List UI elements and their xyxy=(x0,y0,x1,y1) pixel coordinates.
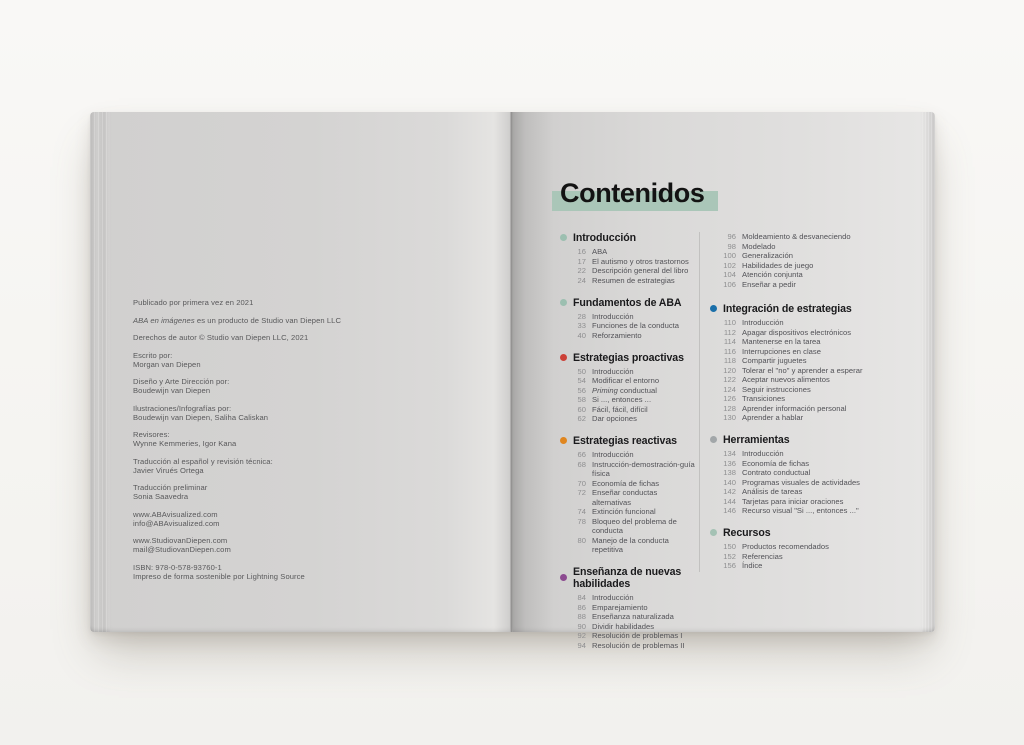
toc-entry-page-number: 84 xyxy=(577,593,586,602)
toc-entry xyxy=(710,318,918,328)
toc-entry xyxy=(710,506,918,516)
toc-section-header xyxy=(710,527,918,539)
toc-entry xyxy=(710,468,918,478)
toc-entry-title: Tarjetas para iniciar oraciones xyxy=(742,496,844,506)
toc-entry xyxy=(560,367,696,377)
toc-entry-page-number: 122 xyxy=(723,375,736,384)
credit-group xyxy=(133,510,463,528)
toc-entry xyxy=(710,280,918,290)
toc-entry-title: Dividir habilidades xyxy=(592,621,655,631)
credit-line xyxy=(133,386,463,395)
open-book xyxy=(90,112,935,650)
toc-entry-page-number: 156 xyxy=(723,561,736,570)
credit-line-text: Ilustraciones/Infografías por: xyxy=(133,403,232,413)
toc-entry-page-number: 17 xyxy=(577,256,586,266)
section-bullet-icon xyxy=(560,299,567,306)
credit-group xyxy=(133,563,463,581)
toc-section-header xyxy=(560,566,696,590)
credit-line xyxy=(133,510,463,519)
toc-section-title: Estrategias reactivas xyxy=(573,435,677,447)
toc-entry xyxy=(710,232,918,242)
toc-entry xyxy=(560,247,696,257)
credit-line-text: Sonia Saavedra xyxy=(133,492,189,501)
toc-entry-page-number: 74 xyxy=(577,507,586,516)
toc-entry xyxy=(560,331,696,341)
toc-entry-page-number: 50 xyxy=(577,366,586,376)
toc-entry-page-number: 40 xyxy=(577,330,586,340)
toc-entry xyxy=(710,385,918,395)
right-page-stack-edge xyxy=(922,112,935,632)
credit-line xyxy=(133,413,463,422)
toc-section-title: Fundamentos de ABA xyxy=(573,296,682,309)
toc-entry-title: Manejo de la conducta repetitiva xyxy=(592,535,669,554)
toc-entry xyxy=(710,337,918,347)
toc-entry-title: Bloqueo del problema de conducta xyxy=(592,516,677,535)
credit-group xyxy=(133,536,463,554)
credit-line xyxy=(133,457,463,466)
toc-entry-title: El autismo y otros trastornos xyxy=(592,256,689,266)
toc-entry-title: Dar opciones xyxy=(592,414,637,423)
credit-group xyxy=(133,316,463,325)
credit-line-text: Escrito por: xyxy=(133,350,173,360)
toc-entry xyxy=(710,497,918,507)
toc-section xyxy=(560,232,696,285)
toc-entry xyxy=(560,479,696,489)
toc-entry-title: Introducción xyxy=(592,450,634,459)
toc-entry xyxy=(710,561,918,571)
toc-entry xyxy=(710,328,918,338)
credit-line-text: Revisores: xyxy=(133,430,170,439)
toc-entry-page-number: 80 xyxy=(577,535,586,545)
toc-entry-page-number: 110 xyxy=(723,318,736,327)
toc-entry-page-number: 136 xyxy=(723,458,736,468)
toc-entry-title: Seguir instrucciones xyxy=(742,384,811,394)
toc-entry xyxy=(710,366,918,376)
toc-entry-title: Generalización xyxy=(742,251,793,260)
toc-section-header xyxy=(560,435,696,447)
toc-entry xyxy=(560,612,696,622)
toc-entry-page-number: 118 xyxy=(723,356,736,365)
toc-section-header xyxy=(560,232,696,244)
toc-section xyxy=(710,232,918,289)
toc-entry-title: Programas visuales de actividades xyxy=(742,477,860,487)
toc-entry-page-number: 102 xyxy=(723,260,736,270)
toc-entry-title: Aceptar nuevos alimentos xyxy=(742,375,830,384)
toc-entry-page-number: 150 xyxy=(723,542,736,551)
credit-line-text: Boudewijn van Diepen xyxy=(133,386,211,395)
credit-line xyxy=(133,316,463,325)
right-page xyxy=(513,112,922,650)
left-page-stack-edge xyxy=(90,112,110,632)
toc-entry xyxy=(710,478,918,488)
toc-entry-title: Introducción xyxy=(742,449,784,458)
toc-entry-title: Análisis de tareas xyxy=(742,487,803,496)
toc-title-wrap xyxy=(560,178,705,208)
credit-line xyxy=(133,536,463,545)
toc-entry-title: Modificar el entorno xyxy=(592,376,660,385)
toc-section-title: Introducción xyxy=(573,232,636,244)
left-page xyxy=(110,112,510,632)
toc-entry-page-number: 96 xyxy=(727,232,736,241)
toc-entry-title: Recurso visual "Si ..., entonces ..." xyxy=(742,506,859,515)
toc-entry-page-number: 78 xyxy=(577,516,586,526)
toc-entry xyxy=(560,257,696,267)
section-bullet-icon xyxy=(710,436,717,443)
toc-entry-page-number: 58 xyxy=(577,395,586,404)
toc-entry xyxy=(710,542,918,552)
toc-entry xyxy=(710,375,918,385)
toc-entry xyxy=(710,270,918,280)
section-bullet-icon xyxy=(710,529,717,536)
toc-entry-page-number: 146 xyxy=(723,506,736,515)
toc-entry-title: Índice xyxy=(742,561,763,570)
toc-entry xyxy=(560,641,696,651)
credit-line-text: Traducción al español y revisión técnica: xyxy=(133,456,273,466)
toc-entry xyxy=(710,552,918,562)
credit-line-text: Publicado por primera vez en 2021 xyxy=(133,298,254,307)
toc-entry-page-number: 116 xyxy=(723,346,736,356)
toc-entry-title: Emparejamiento xyxy=(592,602,648,612)
toc-entry-page-number: 88 xyxy=(577,612,586,621)
toc-entry-page-number: 130 xyxy=(723,413,736,422)
credits-block xyxy=(133,298,463,589)
credit-line xyxy=(133,572,463,581)
toc-entry-title: Economía de fichas xyxy=(592,478,660,488)
toc-entry xyxy=(710,449,918,459)
toc-section xyxy=(560,352,696,424)
credit-line-text: Javier Virués Ortega xyxy=(133,465,204,475)
toc-entry-page-number: 28 xyxy=(577,311,586,321)
toc-entry-page-number: 138 xyxy=(723,468,736,477)
toc-entry xyxy=(560,603,696,613)
toc-entry xyxy=(710,394,918,404)
toc-section-title: Herramientas xyxy=(723,434,790,446)
toc-entry-title: Aprender información personal xyxy=(742,403,847,413)
toc-entry xyxy=(710,356,918,366)
credit-line xyxy=(133,298,463,307)
toc-entry-title: Introducción xyxy=(592,366,634,376)
credit-line xyxy=(133,492,463,501)
toc-section-title: Estrategias proactivas xyxy=(573,351,684,364)
toc-section xyxy=(710,434,918,516)
credit-line xyxy=(133,430,463,439)
toc-entry-page-number: 134 xyxy=(723,449,736,458)
toc-entry-page-number: 142 xyxy=(723,487,736,496)
toc-entry-page-number: 98 xyxy=(727,241,736,251)
toc-entry-title: Reforzamiento xyxy=(592,330,642,340)
toc-section xyxy=(560,435,696,555)
toc-entry xyxy=(560,622,696,632)
toc-entry-page-number: 22 xyxy=(577,266,586,275)
credit-line-text: www.ABAvisualized.com xyxy=(133,509,218,519)
toc-entry xyxy=(560,631,696,641)
toc-entry-page-number: 60 xyxy=(577,404,586,414)
credit-line xyxy=(133,333,463,342)
toc-section xyxy=(560,566,696,650)
credit-line-text: ISBN: 978-0-578-93760-1 xyxy=(133,562,222,572)
toc-entry-title: Aprender a hablar xyxy=(742,413,804,422)
toc-entry xyxy=(710,347,918,357)
toc-column-2 xyxy=(710,232,918,582)
toc-entry-page-number: 152 xyxy=(723,551,736,561)
toc-entry-title: Instrucción-demostración-guía física xyxy=(592,459,695,478)
toc-entry-title: ABA xyxy=(592,247,608,256)
toc-entry xyxy=(560,460,696,479)
credit-line-text: es un producto de Studio van Diepen LLC xyxy=(194,315,342,325)
credit-line xyxy=(133,377,463,386)
toc-entry-page-number: 92 xyxy=(577,631,586,640)
credit-line xyxy=(133,545,463,554)
toc-entry-title: Contrato conductual xyxy=(742,468,811,477)
toc-entry-page-number: 86 xyxy=(577,602,586,612)
toc-entry-title xyxy=(592,386,657,396)
toc-entry-title: Resumen de estrategias xyxy=(592,275,675,285)
toc-entry-title: Productos recomendados xyxy=(742,542,829,551)
toc-entry xyxy=(560,517,696,536)
toc-entry-title: Introducción xyxy=(592,311,634,321)
toc-section xyxy=(710,303,918,423)
toc-entry-page-number: 72 xyxy=(577,488,586,497)
credit-line-text: Wynne Kemmeries, Igor Kana xyxy=(133,439,237,448)
toc-entry-title: Funciones de la conducta xyxy=(592,321,680,330)
credit-line xyxy=(133,351,463,360)
toc-entry xyxy=(710,242,918,252)
toc-entry-page-number: 56 xyxy=(577,385,586,395)
section-bullet-icon xyxy=(560,437,567,444)
section-bullet-icon xyxy=(560,574,567,581)
toc-entry-title: Introducción xyxy=(742,318,784,327)
toc-entry-title: Resolución de problemas II xyxy=(592,640,685,650)
toc-entry xyxy=(710,251,918,261)
toc-entry xyxy=(710,261,918,271)
credit-line xyxy=(133,483,463,492)
toc-entry-title: Interrupciones en clase xyxy=(742,346,821,356)
toc-entry-page-number: 24 xyxy=(577,275,586,285)
toc-column-1 xyxy=(560,232,696,662)
toc-entry-page-number: 120 xyxy=(723,365,736,375)
credit-line xyxy=(133,563,463,572)
toc-entry-title: Introducción xyxy=(592,593,634,602)
toc-entry-page-number: 124 xyxy=(723,384,736,394)
toc-entry-page-number: 100 xyxy=(723,251,736,260)
toc-section xyxy=(710,527,918,571)
toc-entry xyxy=(710,459,918,469)
toc-entry-title: Enseñar a pedir xyxy=(742,279,796,289)
toc-entry xyxy=(710,413,918,423)
credit-group xyxy=(133,351,463,369)
toc-entry-page-number: 54 xyxy=(577,376,586,385)
credit-line xyxy=(133,439,463,448)
toc-entry xyxy=(710,487,918,497)
toc-entry-title: Apagar dispositivos electrónicos xyxy=(742,327,852,337)
toc-section-header xyxy=(560,352,696,364)
toc-entry xyxy=(560,593,696,603)
toc-entry-title: Descripción general del libro xyxy=(592,266,689,275)
page-title: Contenidos xyxy=(560,178,705,208)
toc-entry xyxy=(560,405,696,415)
section-bullet-icon xyxy=(560,234,567,241)
toc-entry-page-number: 126 xyxy=(723,394,736,403)
toc-entry-page-number: 94 xyxy=(577,640,586,650)
toc-entry-page-number: 90 xyxy=(577,621,586,631)
credit-line-text: Traducción preliminar xyxy=(133,483,208,492)
toc-entry-title: Referencias xyxy=(742,551,783,561)
toc-section-title: Enseñanza de nuevas habilidades xyxy=(573,566,682,590)
toc-entry xyxy=(560,536,696,555)
toc-entry-page-number: 112 xyxy=(723,327,736,337)
toc-entry-title: Enseñar conductas alternativas xyxy=(592,488,658,507)
toc-entry xyxy=(560,376,696,386)
toc-section-header xyxy=(710,303,918,315)
toc-entry-page-number: 114 xyxy=(723,337,736,346)
toc-entry xyxy=(560,312,696,322)
toc-section-header xyxy=(710,434,918,446)
credit-group xyxy=(133,457,463,475)
toc-entry xyxy=(560,321,696,331)
toc-entry-page-number: 70 xyxy=(577,478,586,488)
toc-section-title: Integración de estrategias xyxy=(723,303,852,315)
credit-group xyxy=(133,430,463,448)
credit-line-text: Derechos de autor © Studio van Diepen LLC, 2021 xyxy=(133,333,309,342)
credit-line-text: info@ABAvisualized.com xyxy=(133,518,220,528)
toc-entry xyxy=(560,507,696,517)
credit-group xyxy=(133,377,463,395)
toc-entry-title: Habilidades de juego xyxy=(742,260,814,270)
credit-group xyxy=(133,483,463,501)
toc-entry xyxy=(560,386,696,396)
credit-line-text: mail@StudiovanDiepen.com xyxy=(133,545,231,554)
credit-group xyxy=(133,333,463,342)
toc-entry xyxy=(560,414,696,424)
credit-line-text: Boudewijn van Diepen, Saliha Caliskan xyxy=(133,412,269,422)
toc-entry-title-rest: conductual xyxy=(617,385,657,395)
credit-line-text: Impreso de forma sostenible por Lightning Source xyxy=(133,571,305,581)
toc-entry-title: Modelado xyxy=(742,241,776,251)
credit-line xyxy=(133,519,463,528)
toc-entry-page-number: 33 xyxy=(577,321,586,330)
credit-line-text: www.StudiovanDiepen.com xyxy=(133,536,228,545)
column-divider xyxy=(699,232,700,572)
toc-entry-page-number: 140 xyxy=(723,477,736,487)
credit-line xyxy=(133,404,463,413)
toc-entry-title: Compartir juguetes xyxy=(742,356,807,365)
toc-entry-page-number: 106 xyxy=(723,279,736,289)
toc-entry-title: Fácil, fácil, difícil xyxy=(592,404,648,414)
toc-section-title: Recursos xyxy=(723,527,771,539)
toc-entry-title: Economía de fichas xyxy=(742,458,810,468)
toc-entry-title: Moldeamiento & desvaneciendo xyxy=(742,232,851,241)
toc-entry-page-number: 104 xyxy=(723,270,736,279)
toc-entry xyxy=(560,276,696,286)
toc-entry-page-number: 66 xyxy=(577,450,586,459)
toc-section-header xyxy=(560,297,696,309)
toc-entry-title: Mantenerse en la tarea xyxy=(742,337,821,346)
credit-line-text: Diseño y Arte Dirección por: xyxy=(133,377,230,386)
credit-line-text: Morgan van Diepen xyxy=(133,359,201,369)
section-bullet-icon xyxy=(560,354,567,361)
toc-entry-page-number: 16 xyxy=(577,247,586,256)
toc-entry-title: Atención conjunta xyxy=(742,270,803,279)
toc-entry-page-number: 62 xyxy=(577,414,586,423)
toc-entry-title-italic: Priming xyxy=(592,385,618,395)
toc-entry xyxy=(710,404,918,414)
credit-group xyxy=(133,298,463,307)
toc-entry-page-number: 68 xyxy=(577,459,586,469)
credit-line xyxy=(133,466,463,475)
toc-entry-page-number: 128 xyxy=(723,403,736,413)
credit-line-italic: ABA en imágenes xyxy=(133,315,195,325)
toc-entry-title: Resolución de problemas I xyxy=(592,631,683,640)
toc-entry xyxy=(560,488,696,507)
toc-entry-title: Tolerar el "no" y aprender a esperar xyxy=(742,365,863,375)
credit-group xyxy=(133,404,463,422)
toc-entry-title: Enseñanza naturalizada xyxy=(592,612,674,621)
toc-entry-title: Si ..., entonces ... xyxy=(592,395,652,404)
toc-entry-title: Transiciones xyxy=(742,394,786,403)
toc-entry xyxy=(560,450,696,460)
toc-entry-title: Extinción funcional xyxy=(592,507,656,516)
toc-entry-page-number: 144 xyxy=(723,496,736,506)
credit-line xyxy=(133,360,463,369)
toc-entry xyxy=(560,395,696,405)
section-bullet-icon xyxy=(710,305,717,312)
toc-section xyxy=(560,297,696,341)
toc-entry xyxy=(560,266,696,276)
